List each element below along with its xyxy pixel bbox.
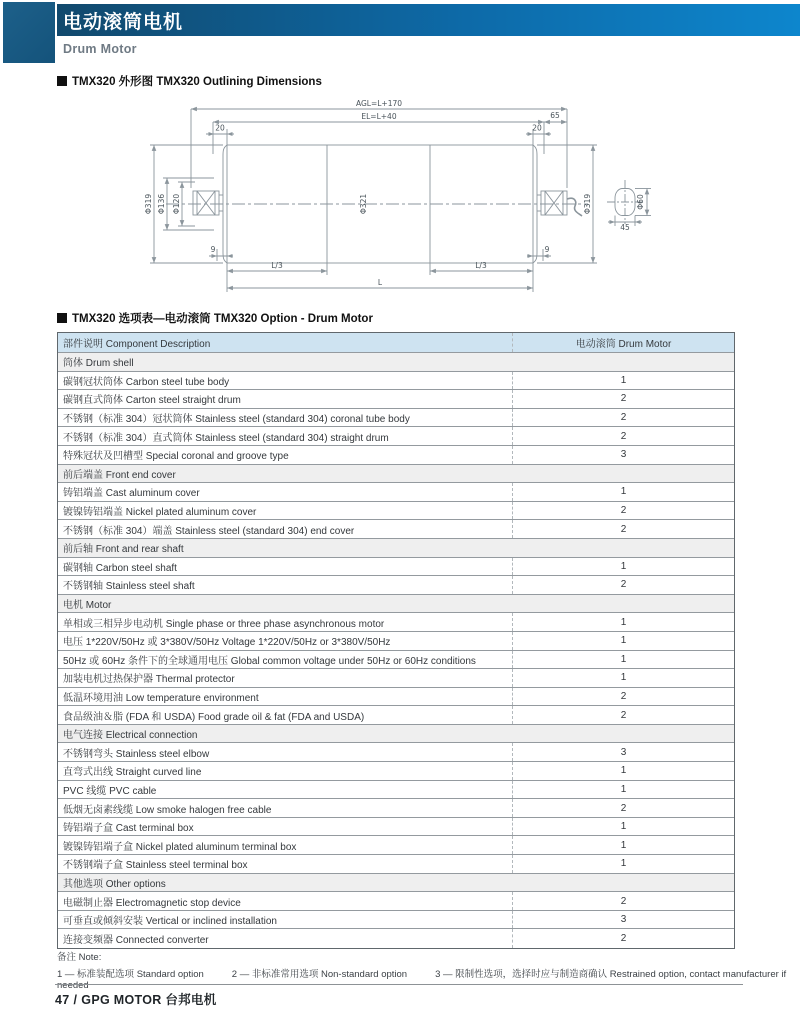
table-section-row: [58, 725, 734, 744]
table-row: [58, 409, 734, 428]
row-label: 前后端盖 Front end cover: [63, 469, 176, 481]
row-label: 直弯式出线 Straight curved line: [63, 767, 202, 779]
outline-section-title: [57, 73, 322, 89]
drum-motor-header: 电动滚筒 Drum Motor: [512, 333, 734, 352]
row-label: 低温环境用油 Low temperature environment: [63, 692, 259, 704]
row-label: 不锈钢（标准 304）直式筒体 Stainless steel (standard 304) straight drum: [63, 432, 389, 444]
dim-45: 45: [620, 223, 630, 232]
table-row: [58, 855, 734, 874]
notes-items: [57, 969, 786, 991]
page-footer: [55, 990, 221, 1008]
page-subtitle: Drum Motor: [63, 42, 137, 56]
table-row: [58, 688, 734, 707]
table-section-row: [58, 353, 734, 372]
row-value: 2: [512, 520, 734, 538]
table-row: [58, 427, 734, 446]
table-row: [58, 446, 734, 465]
table-row: [58, 576, 734, 595]
row-value: 2: [512, 390, 734, 408]
row-label: 特殊冠状及凹槽型 Special coronal and groove type: [63, 451, 289, 463]
row-label: 碳钢冠状筒体 Carbon steel tube body: [63, 376, 230, 388]
row-value: 1: [512, 818, 734, 836]
footer-separator: /: [73, 993, 78, 1007]
row-value: 1: [512, 632, 734, 650]
table-row: [58, 781, 734, 800]
row-value: 2: [512, 892, 734, 910]
notes-title: 备注 Note:: [57, 952, 102, 963]
power-cable: [567, 198, 582, 216]
note-item: 2 — 非标准常用选项 Non-standard option: [231, 969, 408, 980]
dim-phi319-left: Φ319: [144, 193, 153, 215]
row-label: 50Hz 或 60Hz 条件下的全球通用电压 Global common voltage under 50Hz or 60Hz conditions: [63, 655, 476, 667]
footer-divider: [55, 984, 743, 985]
row-value: 1: [512, 372, 734, 390]
dim-20-right: 20: [532, 123, 542, 133]
table-row: [58, 669, 734, 688]
dim-el: EL=L+40: [361, 112, 397, 121]
table-row: [58, 743, 734, 762]
table-header-row: [58, 333, 734, 353]
dim-9-left: 9: [210, 245, 216, 254]
page-header-bar: [57, 4, 800, 36]
dim-l3-right: L/3: [475, 261, 487, 270]
table-section-row: [58, 539, 734, 558]
table-row: [58, 502, 734, 521]
outline-section-label: TMX320 外形图 TMX320 Outlining Dimensions: [72, 76, 322, 88]
page-title: 电动滚筒电机: [63, 11, 184, 33]
row-value: 3: [512, 446, 734, 464]
row-label: 食品级油＆脂 (FDA 和 USDA) Food grade oil & fat (FDA and USDA): [63, 711, 365, 723]
dim-65: 65: [550, 111, 560, 120]
dim-l: L: [377, 278, 383, 287]
dim-9-right: 9: [544, 245, 550, 254]
dim-20-left: 20: [215, 123, 225, 133]
table-section-row: [58, 874, 734, 893]
row-value: 1: [512, 669, 734, 687]
table-row: [58, 762, 734, 781]
row-label: PVC 线缆 PVC cable: [63, 785, 157, 797]
table-section-row: [58, 465, 734, 484]
row-value: 1: [512, 483, 734, 501]
row-label: 连接变频器 Connected converter: [63, 935, 209, 947]
table-section-row: [58, 595, 734, 614]
row-label: 铸铝端盖 Cast aluminum cover: [63, 488, 200, 500]
section-marker-icon: [57, 76, 67, 86]
option-section-label: TMX320 选项表—电动滚筒 TMX320 Option - Drum Motor: [72, 313, 373, 325]
row-label: 可垂直或倾斜安装 Vertical or inclined installation: [63, 916, 277, 928]
footer-brand: GPG MOTOR 台邦电机: [81, 993, 217, 1007]
row-label: 电气连接 Electrical connection: [63, 730, 198, 742]
row-label: 不锈钢弯头 Stainless steel elbow: [63, 748, 210, 760]
row-value: 1: [512, 613, 734, 631]
table-row: [58, 632, 734, 651]
row-value: 2: [512, 799, 734, 817]
row-value: 1: [512, 855, 734, 873]
table-row: [58, 390, 734, 409]
row-label: 加装电机过热保护器 Thermal protector: [63, 674, 235, 686]
row-value: 1: [512, 558, 734, 576]
option-section-title: [57, 310, 373, 326]
row-label: 电磁制止器 Electromagnetic stop device: [63, 897, 241, 909]
row-label: 单相或三相异步电动机 Single phase or three phase asynchronous motor: [63, 618, 385, 630]
row-value: 3: [512, 743, 734, 761]
table-row: [58, 929, 734, 948]
dim-phi60: Φ60: [636, 194, 645, 210]
section-marker-icon: [57, 313, 67, 323]
row-label: 碳钢轴 Carbon steel shaft: [63, 562, 177, 574]
row-label: 不锈钢轴 Stainless steel shaft: [63, 581, 195, 593]
row-value: 1: [512, 781, 734, 799]
table-row: [58, 799, 734, 818]
row-label: 不锈钢端子盒 Stainless steel terminal box: [63, 860, 248, 872]
component-description-header: 部件说明 Component Description: [63, 339, 211, 350]
row-value: 1: [512, 836, 734, 854]
note-item: 1 — 标准装配选项 Standard option: [57, 969, 204, 980]
table-row: [58, 892, 734, 911]
table-row: [58, 372, 734, 391]
outline-dimensions-drawing: [110, 96, 670, 303]
row-label: 电压 1*220V/50Hz 或 3*380V/50Hz Voltage 1*220V/50Hz or 3*380V/50Hz: [63, 637, 391, 649]
dim-phi120: Φ120: [172, 193, 181, 215]
table-row: [58, 818, 734, 837]
row-value: 3: [512, 911, 734, 929]
table-row: [58, 520, 734, 539]
row-value: 2: [512, 576, 734, 594]
row-label: 电机 Motor: [63, 600, 112, 612]
note-item: 3 — 限制性选项，选择时应与制造商确认 Restrained option, contact manufacturer if needed: [57, 969, 787, 991]
row-value: 2: [512, 409, 734, 427]
row-label: 低烟无卤素线缆 Low smoke halogen free cable: [63, 804, 272, 816]
row-label: 铸铝端子盒 Cast terminal box: [63, 823, 194, 835]
row-value: 2: [512, 688, 734, 706]
row-value: 1: [512, 762, 734, 780]
row-value: 2: [512, 502, 734, 520]
table-row: [58, 483, 734, 502]
table-row: [58, 651, 734, 670]
dim-phi136: Φ136: [157, 193, 166, 215]
option-table-body: [58, 353, 734, 948]
brand-corner-square: [3, 2, 55, 63]
dim-phi321: Φ321: [359, 193, 368, 215]
dim-l3-left: L/3: [271, 261, 283, 270]
row-value: 2: [512, 427, 734, 445]
dim-phi319-right: Φ319: [583, 193, 592, 215]
table-row: [58, 706, 734, 725]
row-label: 碳钢直式筒体 Carton steel straight drum: [63, 395, 241, 407]
drum-motor-outline: [166, 145, 643, 263]
table-row: [58, 836, 734, 855]
option-table: [57, 332, 735, 949]
row-label: 筒体 Drum shell: [63, 358, 134, 370]
row-label: 其他选项 Other options: [63, 878, 166, 890]
row-label: 镀镍铸铝端子盒 Nickel plated aluminum terminal box: [63, 841, 297, 853]
table-row: [58, 911, 734, 930]
row-label: 前后轴 Front and rear shaft: [63, 544, 184, 556]
page-number: 47: [55, 993, 70, 1007]
row-label: 不锈钢（标准 304）冠状筒体 Stainless steel (standard 304) coronal tube body: [63, 414, 410, 426]
row-value: 2: [512, 706, 734, 724]
table-row: [58, 613, 734, 632]
row-value: 1: [512, 651, 734, 669]
row-label: 不锈钢（标准 304）端盖 Stainless steel (standard 304) end cover: [63, 525, 355, 537]
table-row: [58, 558, 734, 577]
dim-agl: AGL=L+170: [355, 99, 403, 108]
row-label: 镀镍铸铝端盖 Nickel plated aluminum cover: [63, 507, 257, 519]
row-value: 2: [512, 929, 734, 948]
